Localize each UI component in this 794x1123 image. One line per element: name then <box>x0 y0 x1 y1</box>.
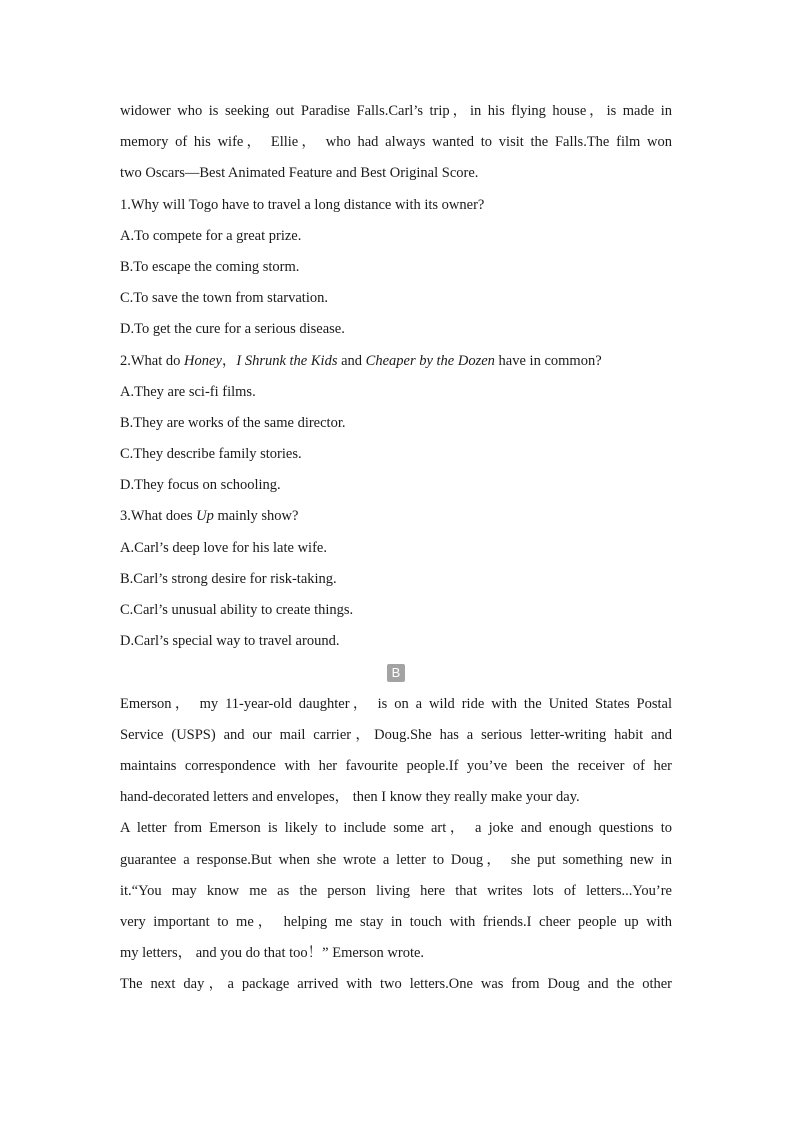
paragraph-line: memory of his wife， Ellie， who had always wanted to visit the Falls.The film won <box>120 134 672 151</box>
question-stem <box>120 501 672 532</box>
stem-text: have in common? <box>494 352 602 369</box>
paragraph-line: it.“You may know me as the person living here that writes lots of letters...You’re <box>120 882 672 899</box>
paragraph-line: maintains correspondence with her favourite people.If you’ve been the receiver of her <box>120 757 672 774</box>
document-page <box>120 96 672 1000</box>
paragraph-line: Emerson， my 11-year-old daughter， is on a wild ride with the United States Postal <box>120 695 672 712</box>
paragraph-line: Service (USPS) and our mail carrier，Doug.She has a serious letter-writing habit and <box>120 726 672 743</box>
answer-option-b: B.To escape the coming storm. <box>120 258 300 275</box>
stem-text: 3.What does <box>120 508 197 525</box>
film-title: Up <box>196 508 214 525</box>
stem-text: mainly show? <box>213 508 299 525</box>
stem-separator: ， <box>221 352 237 369</box>
paragraph-line: guarantee a response.But when she wrote a letter to Doug， she put something new in <box>120 851 672 868</box>
paragraph-line: The next day，a package arrived with two letters.One was from Doug and the other <box>120 976 672 993</box>
paragraph-line: widower who is seeking out Paradise Falls.Carl’s trip，in his flying house，is made in <box>120 103 672 119</box>
question-3 <box>120 501 672 657</box>
question-2 <box>120 346 672 502</box>
passage-a-ending <box>120 96 672 190</box>
answer-option-a: A.They are sci-fi films. <box>120 383 256 400</box>
question-stem: 1.Why will Togo have to travel a long distance with its owner? <box>120 196 485 213</box>
answer-option-c: C.They describe family stories. <box>120 446 302 463</box>
section-b-header <box>120 657 672 688</box>
answer-option-a: A.To compete for a great prize. <box>120 227 302 244</box>
answer-option-b: B.They are works of the same director. <box>120 414 346 431</box>
answer-option-b: B.Carl’s strong desire for risk-taking. <box>120 570 337 587</box>
stem-text: and <box>337 352 366 369</box>
film-title: I Shrunk the Kids <box>236 352 338 369</box>
section-b-badge: B <box>387 664 405 682</box>
answer-option-c: C.Carl’s unusual ability to create things. <box>120 602 354 618</box>
paragraph-line: two Oscars—Best Animated Feature and Best Original Score. <box>120 165 479 182</box>
paragraph-line: my letters， and you do that too！” Emerson wrote. <box>120 945 425 962</box>
answer-option-d: D.Carl’s special way to travel around. <box>120 633 340 650</box>
film-title: Honey <box>184 352 222 369</box>
question-1 <box>120 190 672 346</box>
paragraph-line: hand-decorated letters and envelopes， then I know they really make your day. <box>120 789 580 806</box>
answer-option-a: A.Carl’s deep love for his late wife. <box>120 539 327 556</box>
film-title: Cheaper by the Dozen <box>365 352 495 369</box>
answer-option-d: D.They focus on schooling. <box>120 477 281 494</box>
question-stem <box>120 346 672 377</box>
answer-option-c: C.To save the town from starvation. <box>120 290 328 307</box>
passage-b <box>120 689 672 1001</box>
paragraph-line: very important to me， helping me stay in touch with friends.I cheer people up with <box>120 913 672 930</box>
answer-option-d: D.To get the cure for a serious disease. <box>120 321 345 338</box>
paragraph-line: A letter from Emerson is likely to include some art， a joke and enough questions to <box>120 820 672 837</box>
stem-text: 2.What do <box>120 352 185 369</box>
